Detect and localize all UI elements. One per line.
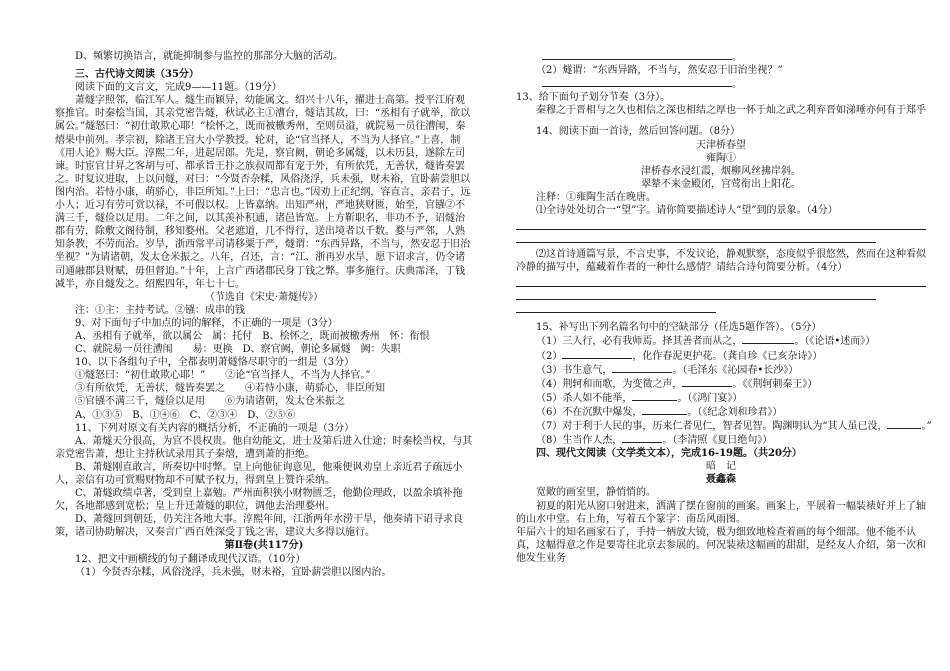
q15-item[interactable]: （2） ，化作春泥更护花。（龚自珍《已亥杂诗》） xyxy=(536,350,823,362)
q15-item[interactable]: （8）生当作人杰， 。（李清照《夏日绝句》） xyxy=(536,435,773,447)
answer-line-14-2[interactable] xyxy=(516,287,876,300)
question-13-text: 秦穆之于晋相与之久也相信之深也相结之厚也一怀于灿之武之利弃晋如涕唾亦何有于郑乎 xyxy=(536,105,926,117)
q10-option: ①燧怒曰：“初仕敢欺心耶！” ②论“官当择人，不当为人择官。” xyxy=(75,370,371,382)
answer-line-14-2[interactable] xyxy=(516,274,926,287)
q15-item[interactable]: （3）书生意气， 。（毛泽东《沁园春•长沙》） xyxy=(536,364,799,376)
poem-line: 翠辇不来金殿闭，宫莺衔出上阳花。 xyxy=(641,178,801,190)
passage-source: （节选自《宋史·萧燧传》） xyxy=(204,291,324,303)
q10-option: A、①③⑤ B、①④⑥ C、②③④ D、②⑤⑥ xyxy=(75,409,296,421)
q15-item[interactable]: （5）杀人如不能举， 。（《鸿门宴》） xyxy=(536,392,743,404)
essay-author: 聂鑫森 xyxy=(706,474,736,486)
section3-title: 三、古代诗文阅读（35分） xyxy=(75,69,199,81)
essay-paragraph: 初夏的阳光从窗口射进来，洒满了摆在窗前的画案。画案上，平展着一幅装裱好并上了轴的山水中堂。右上角，写着五个篆字：南岳风雨图。 xyxy=(516,500,926,525)
passage-note: 注：①主：主持考试。②镪：成串的钱 xyxy=(75,304,245,316)
q10-option: ⑤官镪不满三千，燧俭以足用 ⑥为请诸朝，发太仓米振之 xyxy=(75,396,345,408)
reading-intro: 阅读下面的文言文，完成9——11题。（19分） xyxy=(75,82,282,94)
question-13: 13、给下面句子划分节奏（3分）。 xyxy=(516,92,671,104)
question-10: 10、以下各组句子中，全都表明萧燧恪尽职守的一组是（3分） xyxy=(75,357,355,369)
poem-line: 津桥春水浸红霞，烟柳风丝拂岸斜。 xyxy=(641,165,801,177)
question-12-2: （2）燧谓：“东西异路，不当与，然安忍于旧治坐视？” xyxy=(536,65,783,77)
poem-title: 天津桥春望 xyxy=(696,139,746,151)
question-14-1: ⑴全诗处处切合一“望”字。请你简要描述诗人“望”到的景象。（4分） xyxy=(536,205,838,217)
question-12-1: （1）今贤否杂糅，风俗浇浮，兵未强，财未裕，宜卧薪尝胆以图内治。 xyxy=(75,566,392,578)
q11-option: A、萧燧天分很高，为官不畏权贵。他自幼能文，进士及第后进入仕途；时秦桧当权，与其亲党密告萧，想让主持秋试录用其子秦熺，遭到萧的拒绝。 xyxy=(55,435,473,460)
q15-item[interactable]: （6）不在沉默中爆发， 。（《纪念刘和珍君》） xyxy=(536,406,783,418)
question-11: 11、下列对原文有关内容的概括分析，不正确的一项是（3分） xyxy=(75,422,355,434)
answer-line-14-2[interactable] xyxy=(516,300,716,313)
question-14-2: ⑵这首诗通篇写景，不言史事，不发议论，静观默察，态度似乎很悠然，然而在这种看似冷静的描写中，蕴藏着作者的一种什么感情？请结合诗句简要分析。（4分） xyxy=(516,249,926,274)
q11-option: D、萧燧回到朝廷，仍关注各地大事。淳熙年间，江浙两年水涝干旱，他奏请下诏寻求良策，诸司协助解决，又奏言广西百姓深受丁钱之害，建议大多得以施行。 xyxy=(55,514,464,539)
answer-line-14-1[interactable] xyxy=(516,230,876,243)
question-14: 14、阅读下面一首诗，然后回答问题。（8分） xyxy=(536,126,741,138)
answer-line-14-1[interactable] xyxy=(516,217,926,230)
q15-item[interactable]: （7）对于利于人民的事，历来仁者见仁，智者见智。陶渊明认为“其人虽已没， 。” xyxy=(536,420,932,432)
q9-option: C、就院易一员往漕闱 易：更换 D、察官阙，朝论多属燧 阙：失职 xyxy=(75,344,401,356)
option-d: D、频繁切换语言，就能抑制参与监控的那部分大脑的活动。 xyxy=(75,51,344,62)
answer-line-12-1[interactable]: 。 xyxy=(516,50,926,64)
answer-line-12-2[interactable]: 。 xyxy=(516,77,926,91)
essay-paragraph: 年届六十的知名画家石了，手持一柄放大镜，极为细致地检查着画的每个细部。他不能不认真，这幅得意之作是要寄往北京去参展的。何况装裱这幅画的甜甜，是经友人介绍，第一次和他发生业务 xyxy=(516,526,926,564)
question-9: 9、对下面句子中加点的词的解释，不正确的一项是（3分） xyxy=(75,317,338,329)
q11-option: B、萧燧刚直敢言，所奏切中时弊。皇上向他征询意见，他乘便讽劝皇上亲近君子疏远小人，亲信有功可赏赐财物却不可赋予权力，得到皇上赞许采纳。 xyxy=(55,461,463,486)
left-column xyxy=(55,50,473,579)
q10-option: ③有所依凭，无善状，燧皆奏罢之 ④若恃小康，萌骄心，非臣所知 xyxy=(75,383,385,395)
question-15: 15、补写出下列名篇名句中的空缺部分（任选5题作答）。（5分） xyxy=(536,322,822,334)
q9-option: A、丞相有子就举，欲以属公 属：托付 B、桧怀之，既而被檄秀州 怀：衔恨 xyxy=(75,330,430,342)
right-column xyxy=(516,50,932,565)
q11-option: C、萧燧政绩卓著，受到皇上嘉勉。严州面积狭小财物匮乏，他勤俭理政，以盈余填补拖欠，各地都感到宽松；皇上升迁萧燧的职位，调他去治理婺州。 xyxy=(55,488,463,513)
essay-paragraph: 宽敞的画室里，静悄悄的。 xyxy=(536,487,656,499)
question-12: 12、把文中画横线的句子翻译成现代汉语。（10分） xyxy=(75,553,306,565)
essay-title: 暗 记 xyxy=(706,461,736,473)
classical-passage: 萧燧字照邻，临江军人。燧生而颖异，幼能属文。绍兴十八年，擢进士高第。授平江府观察推官。时秦桧当国，其亲党密告燧，秋试必主①漕台，燧诘其故，曰：“丞相有子就举，欲以属公。”燧怒曰：“初仕敢欺心耶！”桧怀之，既而被檄秀州，至则员溢，就院易一员往漕闱，秦熺果中前列。孝宗初，除诸王宫大小学教授。轮对，论“官当择人，不当为人择官。”上喜，制《用人论》赐大臣。淳熙二年，进起居郎。先是，察官阙，朝论多属燧，以未历县，遂除左司谏。时宦官甘昇之客胡与可、都承旨王抃之族叔周都有宠于外，有所依凭，无善状，燧皆奏罢之。时复议进取，上以问燧，对曰：“今贤否杂糅，风俗浇浮，兵未强，财未裕，宜卧薪尝胆以图内治。若恃小康，萌骄心，非臣所知。”上曰：“忠言也。”因劝上正纪纲，容直言，亲君子，远小人；近习有劳可赏以禄，不可假以权。上皆嘉纳。出知严州，严地狭财匮，始至，官镪②不满三千，燧俭以足用。二年之间，以其羡补积逋，诸邑皆宽。上方靳职名，非功不予，诏燧治郡有劳，除敷文阁待制，移知婺州。父老遮道，几不得行，送出境者以千数。婺与严邻，人熟知条教，不劳而治。岁旱，浙西常平司请移粟于严，燧谓：“东西异路，不当与，然安忍于旧治坐视？”为请诸朝，发太仓米振之。八年，召还，言：“江、浙再岁水旱，愿下诏求言，仍令诸司通融郡县财赋，毋但督迫。”十年，上言广西诸郡民身丁钱之弊。事多施行。庆典霈泽，丁钱减半，亦自燧发之。绍熙四年，年七十七。 xyxy=(55,95,471,290)
q15-item[interactable]: （4）荆轲和而歌，为变徵之声， 。《《荆轲刺秦王》） xyxy=(536,378,818,390)
part2-title: 第Ⅱ卷(共117分) xyxy=(224,540,304,552)
poem-note: 注释：①雍陶生活在晚唐。 xyxy=(536,191,656,203)
section4-title: 四、现代文阅读（文学类文本），完成16-19题。（共20分） xyxy=(536,448,802,460)
poem-author: 雍陶① xyxy=(706,152,736,164)
q15-item[interactable]: （1）三人行，必有我师焉。择其善者而从之， 。（《论语•述而》） xyxy=(536,336,876,348)
